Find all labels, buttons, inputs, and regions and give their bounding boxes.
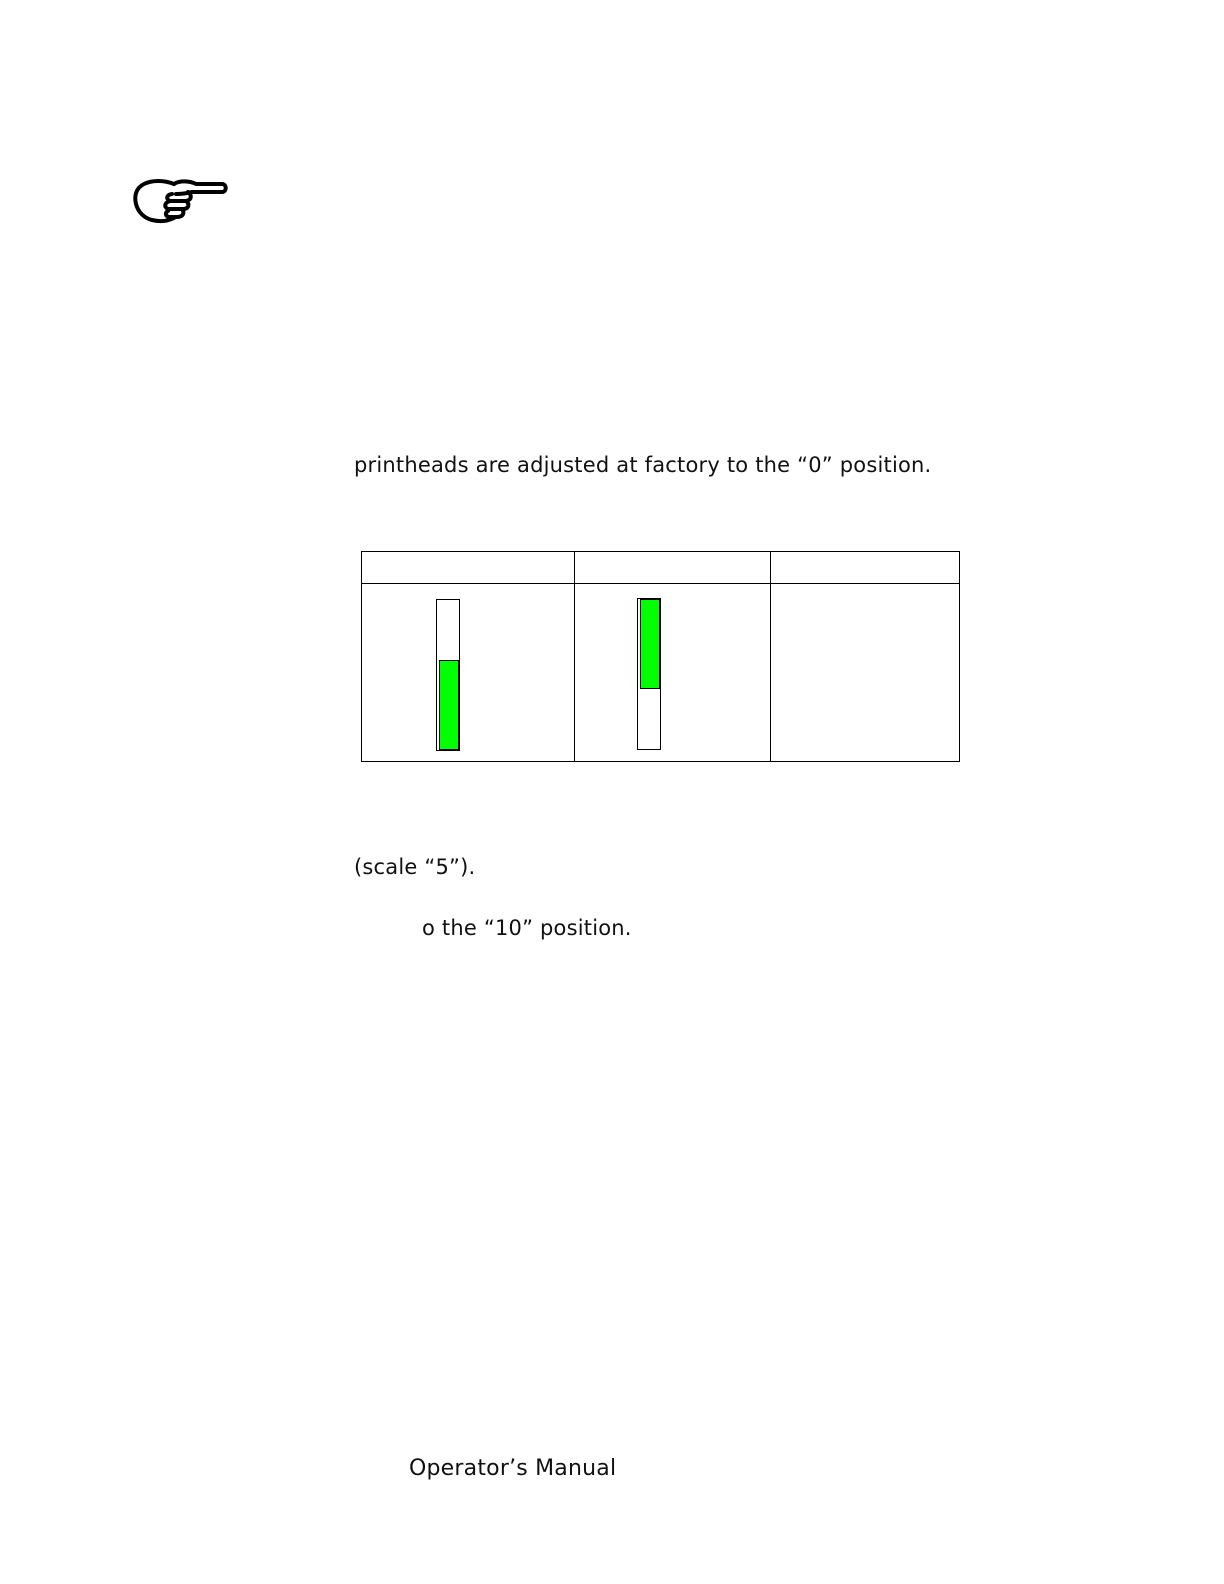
table-header-row xyxy=(362,552,960,584)
table-row xyxy=(362,584,960,762)
level-gauge-2 xyxy=(637,598,661,750)
body-text-line-3: o the “10” position. xyxy=(422,916,632,940)
table-header-cell-1 xyxy=(362,552,575,584)
pointing-hand-icon xyxy=(130,172,230,228)
level-gauge-fill-2 xyxy=(640,599,660,689)
table-cell-empty xyxy=(771,584,960,762)
body-text-line-1: printheads are adjusted at factory to the “0” position. xyxy=(354,453,932,477)
footer-title: Operator’s Manual xyxy=(409,1456,617,1481)
table-header-cell-2 xyxy=(575,552,771,584)
level-gauge-fill-1 xyxy=(439,660,459,750)
table-cell-gauge-2 xyxy=(575,584,771,762)
table-header-cell-3 xyxy=(771,552,960,584)
table-cell-gauge-1 xyxy=(362,584,575,762)
level-gauge-1 xyxy=(436,599,460,751)
adjustment-table xyxy=(361,551,960,762)
body-text-line-2: (scale “5”). xyxy=(354,855,476,879)
